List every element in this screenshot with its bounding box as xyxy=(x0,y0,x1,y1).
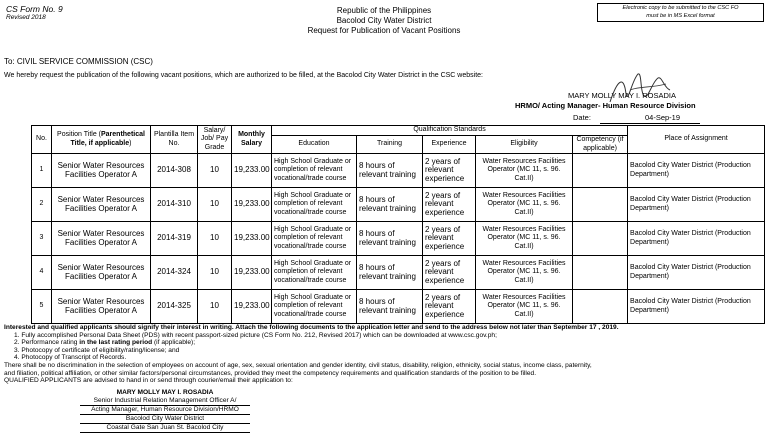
cell-salary: 19,233.00 xyxy=(232,188,272,222)
cell-experience: 2 years of relevant experience xyxy=(423,154,476,188)
request-statement: We hereby request the publication of the following vacant positions, which are authorized to be filled, at the Bacolod City Water District in the CSC website: xyxy=(4,72,483,79)
notice-line-2: must be in MS Excel format xyxy=(646,12,715,19)
cell-competency xyxy=(573,222,628,256)
cell-salary: 19,233.00 xyxy=(232,290,272,324)
header-qualification: Qualification Standards xyxy=(272,126,628,136)
cell-training: 8 hours of relevant training xyxy=(357,256,423,290)
cell-salary: 19,233.00 xyxy=(232,154,272,188)
address-line-3: Bacolod City Water District xyxy=(80,415,250,424)
cell-training: 8 hours of relevant training xyxy=(357,290,423,324)
equal-opportunity-1: There shall be no discrimination in the selection of employees on account of age, sex, sexual orientation and gender identity, civil status, disability, religion, ethnicity, social status, income class, paternity, xyxy=(4,361,592,369)
cell-training: 8 hours of relevant training xyxy=(357,188,423,222)
instructions-intro: Interested and qualified applicants should signify their interest in writing. Attach the following documents to the application letter and send to the address below not later than September 17 , 2019. xyxy=(4,324,619,331)
form-revision: Revised 2018 xyxy=(6,14,46,21)
address-name: MARY MOLLY MAY I. ROSADIA xyxy=(116,389,214,396)
cell-experience: 2 years of relevant experience xyxy=(423,290,476,324)
cell-item: 2014-310 xyxy=(151,188,198,222)
cell-salary: 19,233.00 xyxy=(232,222,272,256)
cell-salary: 19,233.00 xyxy=(232,256,272,290)
cell-no: 4 xyxy=(32,256,52,290)
cell-education: High School Graduate or completion of relevant vocational/trade course xyxy=(272,290,357,324)
cell-place: Bacolod City Water District (Production Department) xyxy=(628,188,765,222)
cell-place: Bacolod City Water District (Production Department) xyxy=(628,290,765,324)
address-line-1: Senior Industrial Relation Management Officer A/ xyxy=(80,397,250,406)
signatory-title: HRMO/ Acting Manager- Human Resource Division xyxy=(515,101,696,110)
table-row xyxy=(32,154,765,188)
table-row xyxy=(32,188,765,222)
cell-grade: 10 xyxy=(198,290,232,324)
cell-title: Senior Water Resources Facilities Operator A xyxy=(52,154,151,188)
table-row xyxy=(32,222,765,256)
submission-address xyxy=(80,389,250,433)
form-number: CS Form No. 9 xyxy=(6,4,63,14)
requirement-3: 3. Photocopy of certificate of eligibility/rating/license; and xyxy=(14,346,180,354)
header-position-title: Position Title (Parenthetical Title, if applicable) xyxy=(52,126,151,154)
address-line-2: Acting Manager, Human Resource Division/HRMO xyxy=(80,406,250,415)
cell-title: Senior Water Resources Facilities Operator A xyxy=(52,290,151,324)
cell-item: 2014-325 xyxy=(151,290,198,324)
cell-no: 1 xyxy=(32,154,52,188)
header-eligibility: Eligibility xyxy=(476,136,573,154)
cell-eligibility: Water Resources Facilities Operator (MC 11, s. 96. Cat.II) xyxy=(476,256,573,290)
date-value: 04-Sep-19 xyxy=(645,113,681,122)
cell-place: Bacolod City Water District (Production Department) xyxy=(628,256,765,290)
submission-advice: QUALIFIED APPLICANTS are advised to hand in or send through courier/email their application to: xyxy=(4,377,293,385)
header-training: Training xyxy=(357,136,423,154)
cell-grade: 10 xyxy=(198,154,232,188)
cell-education: High School Graduate or completion of relevant vocational/trade course xyxy=(272,222,357,256)
header-agency: Bacolod City Water District xyxy=(336,16,432,25)
cell-education: High School Graduate or completion of relevant vocational/trade course xyxy=(272,154,357,188)
header-place: Place of Assignment xyxy=(628,126,765,154)
table-row xyxy=(32,256,765,290)
header-monthly-salary: Monthly Salary xyxy=(232,126,272,154)
cell-grade: 10 xyxy=(198,188,232,222)
cell-competency xyxy=(573,290,628,324)
signatory-name: MARY MOLLY MAY I. ROSADIA xyxy=(568,91,676,100)
cell-eligibility: Water Resources Facilities Operator (MC 11, s. 96. Cat.II) xyxy=(476,222,573,256)
header-no: No. xyxy=(32,126,52,154)
cell-competency xyxy=(573,154,628,188)
cell-grade: 10 xyxy=(198,222,232,256)
cell-no: 2 xyxy=(32,188,52,222)
table-row xyxy=(32,290,765,324)
cell-eligibility: Water Resources Facilities Operator (MC 11, s. 96. Cat.II) xyxy=(476,290,573,324)
equal-opportunity-2: and filiation, political affiliation, or other similar factors/personal circumstances, provided they meet the competency requirements and qualification standards of the position to be filled. xyxy=(4,369,537,377)
cell-experience: 2 years of relevant experience xyxy=(423,188,476,222)
requirement-2: 2. Performance rating in the last rating period (if applicable); xyxy=(14,339,196,347)
cell-title: Senior Water Resources Facilities Operator A xyxy=(52,222,151,256)
vacant-positions-table xyxy=(31,125,765,324)
date-underline xyxy=(600,123,700,124)
header-plantilla: Plantilla Item No. xyxy=(151,126,198,154)
header-experience: Experience xyxy=(423,136,476,154)
cell-title: Senior Water Resources Facilities Operator A xyxy=(52,256,151,290)
cell-no: 5 xyxy=(32,290,52,324)
cell-place: Bacolod City Water District (Production Department) xyxy=(628,222,765,256)
cell-eligibility: Water Resources Facilities Operator (MC 11, s. 96. Cat.II) xyxy=(476,188,573,222)
header-salary-grade: Salary/ Job/ Pay Grade xyxy=(198,126,232,154)
cell-competency xyxy=(573,256,628,290)
cell-training: 8 hours of relevant training xyxy=(357,222,423,256)
header-competency: Competency (if applicable) xyxy=(573,136,628,154)
address-line-4: Coastal Gate San Juan St. Bacolod City xyxy=(80,424,250,433)
header-republic: Republic of the Philippines xyxy=(336,6,432,15)
cell-experience: 2 years of relevant experience xyxy=(423,256,476,290)
header-doc-title: Request for Publication of Vacant Positions xyxy=(307,26,461,35)
cell-education: High School Graduate or completion of relevant vocational/trade course xyxy=(272,256,357,290)
cell-no: 3 xyxy=(32,222,52,256)
cell-place: Bacolod City Water District (Production Department) xyxy=(628,154,765,188)
requirement-1: 1. Fully accomplished Personal Data Sheet (PDS) with recent passport-sized picture (CS Form No. 212, Revised 2017) which can be downloaded at www.csc.gov.ph; xyxy=(14,331,497,339)
cell-item: 2014-324 xyxy=(151,256,198,290)
addressee-line: To: CIVIL SERVICE COMMISSION (CSC) xyxy=(4,57,153,66)
cell-item: 2014-319 xyxy=(151,222,198,256)
cell-item: 2014-308 xyxy=(151,154,198,188)
cell-competency xyxy=(573,188,628,222)
cell-training: 8 hours of relevant training xyxy=(357,154,423,188)
requirement-4: 4. Photocopy of Transcript of Records. xyxy=(14,354,127,362)
cell-education: High School Graduate or completion of relevant vocational/trade course xyxy=(272,188,357,222)
cell-grade: 10 xyxy=(198,256,232,290)
header-education: Education xyxy=(272,136,357,154)
cell-experience: 2 years of relevant experience xyxy=(423,222,476,256)
cell-title: Senior Water Resources Facilities Operator A xyxy=(52,188,151,222)
notice-line-1: Electronic copy to be submitted to the CSC FO xyxy=(622,5,739,11)
application-instructions xyxy=(4,324,766,385)
cell-eligibility: Water Resources Facilities Operator (MC 11, s. 96. Cat.II) xyxy=(476,154,573,188)
date-label: Date: xyxy=(573,113,591,122)
